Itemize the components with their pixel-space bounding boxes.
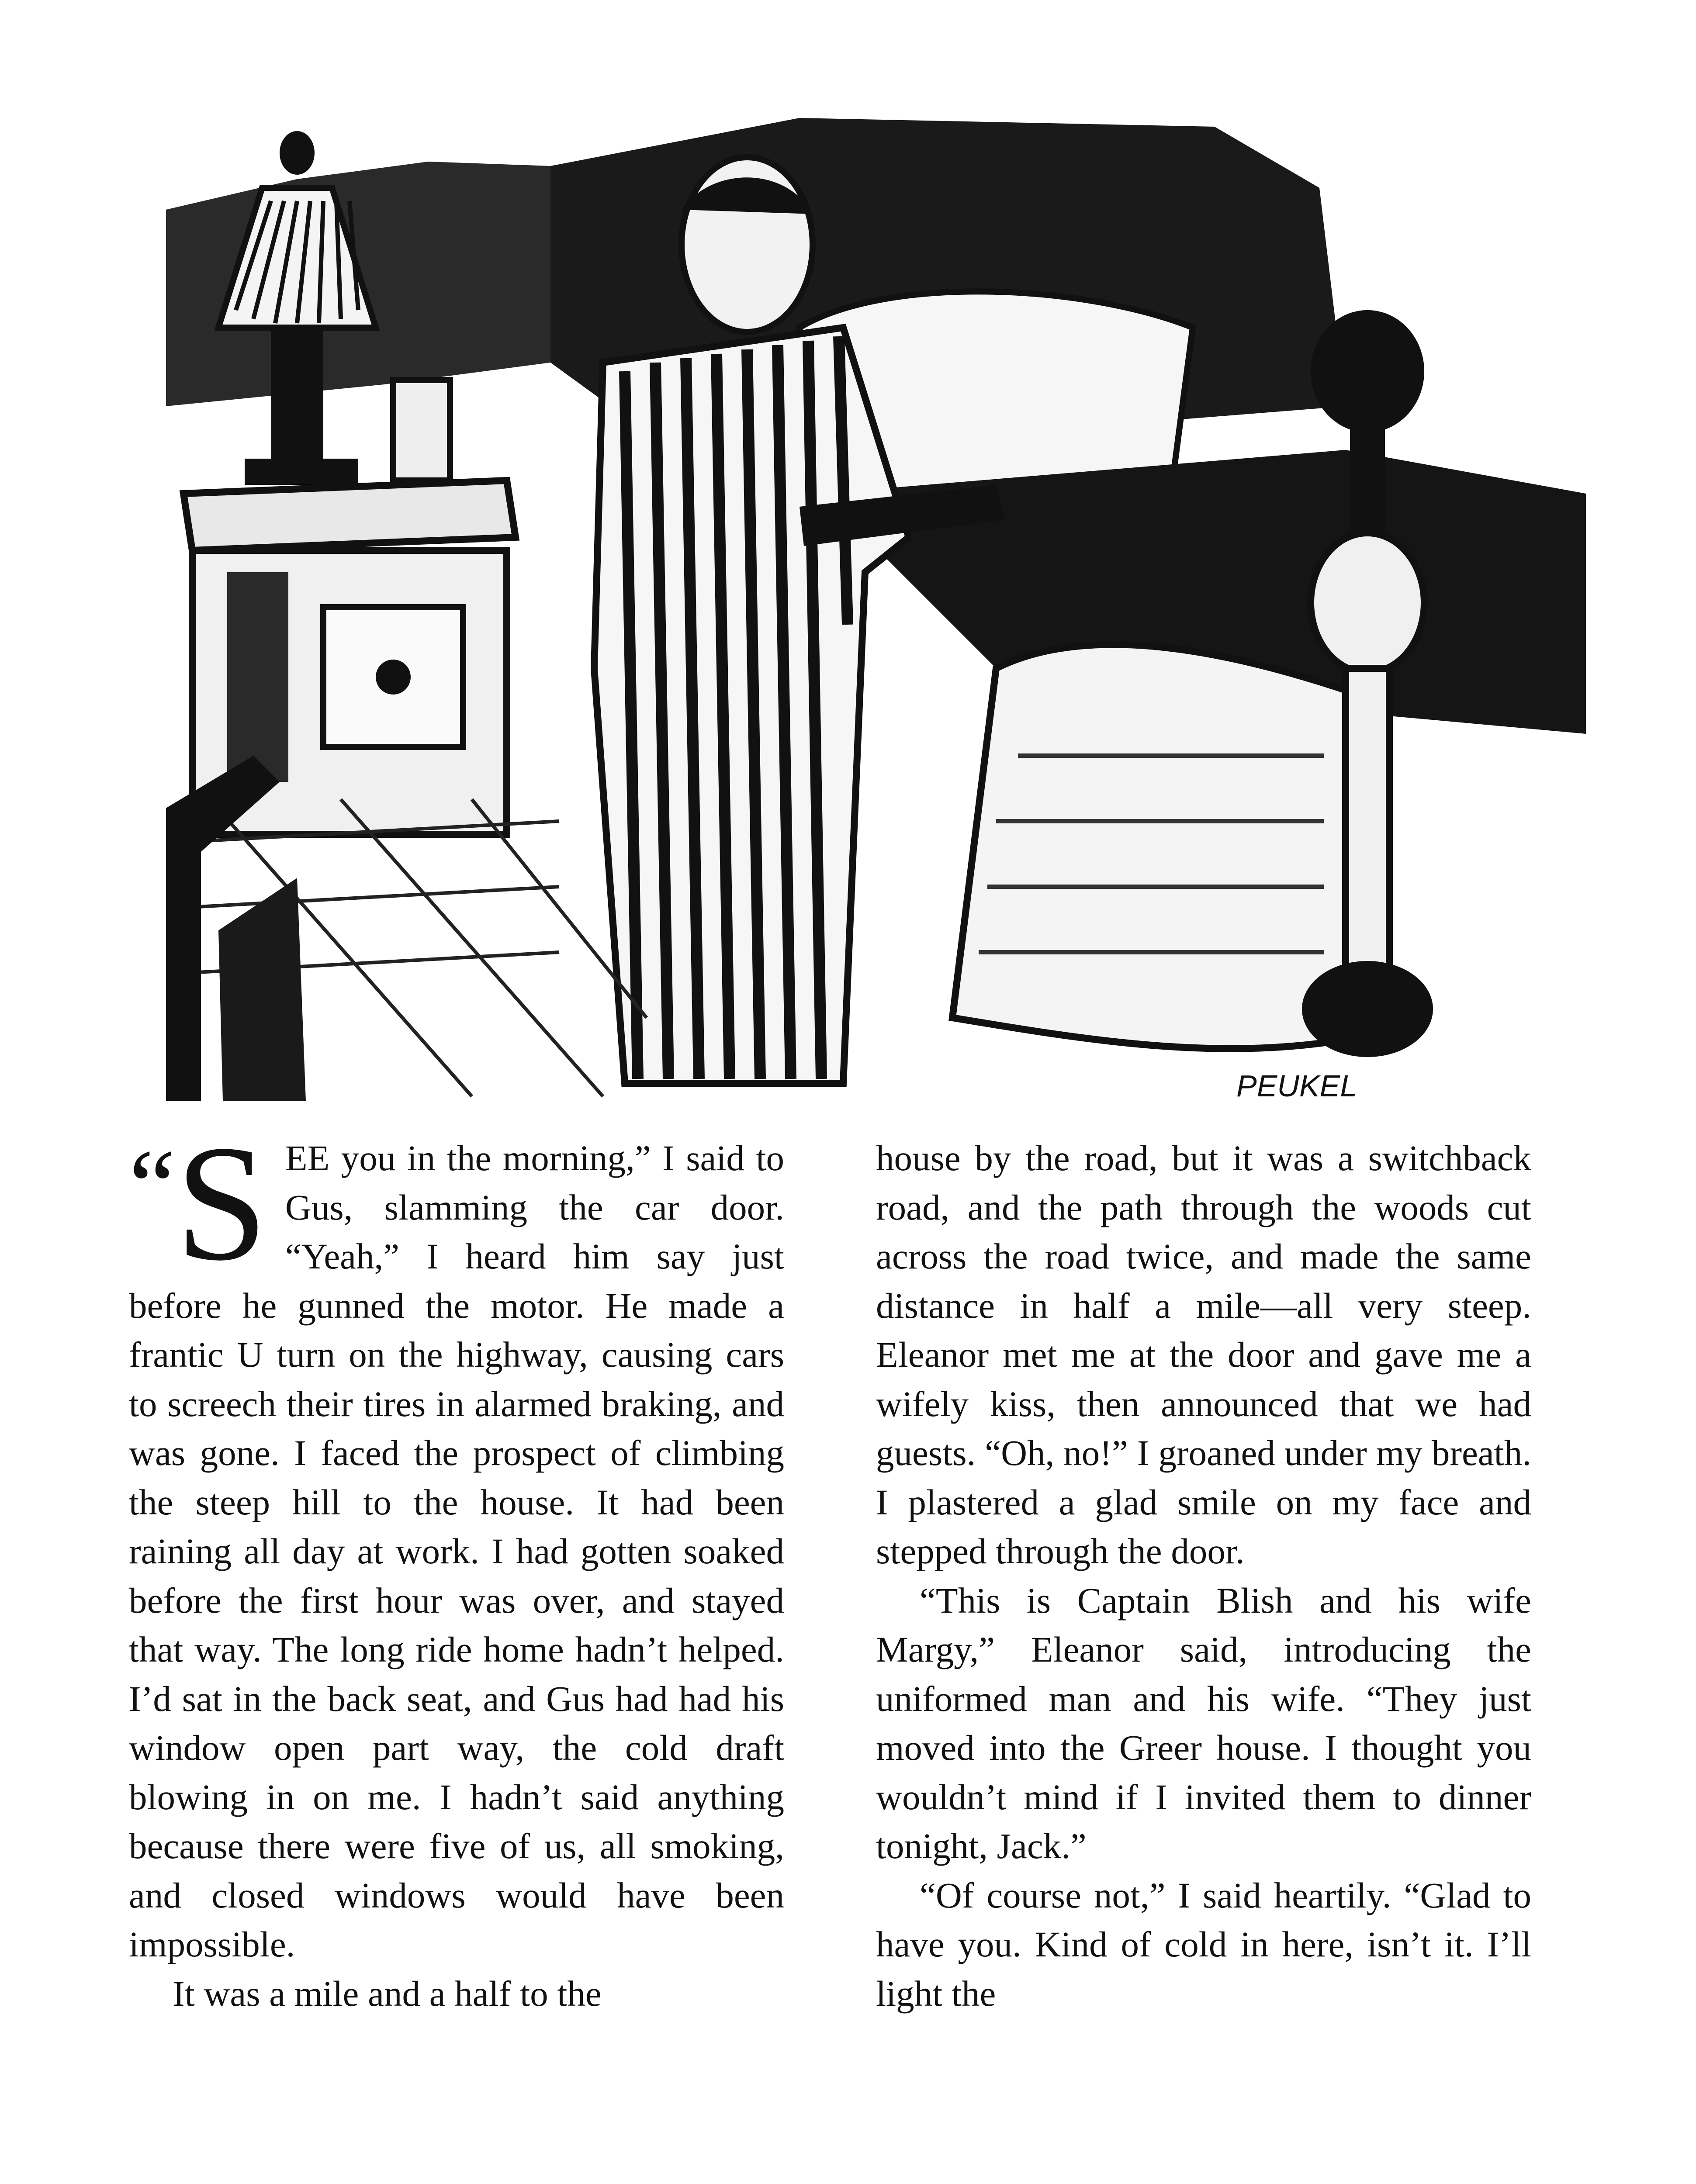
artist-signature: PEUKEL [1236,1069,1357,1101]
paragraph: “Of course not,” I said heartily. “Glad to have you. Kind of cold in here, isn’t it. I’ll light the [876,1875,1531,2014]
right-column [876,1133,1531,2018]
drop-cap-quote: “ [129,1128,176,1244]
left-column [129,1111,784,2018]
opening-paragraph [129,1111,784,1969]
paragraph: “This is Captain Blish and his wife Margy,” Eleanor said, introducing the uniformed man and his wife. “They just moved into the Greer house. I thought you wouldn’t mind if I invited them to dinner tonight, Jack.” [876,1580,1531,1866]
bedroom-scene-illustration [166,100,1586,1101]
paragraph: house by the road, but it was a switchback road, and the path through the woods cut across the road twice, and made the same distance in half a mile—all very steep. Eleanor met me at the door and gave me a wifely kiss, then announced that we had guests. “Oh, no!” I groaned under my breath. I plastered a glad smile on my face and stepped through the door. [876,1138,1531,1571]
paragraph: It was a mile and a half to the [173,1973,602,2014]
drop-cap [129,1111,268,1295]
drop-cap-letter: S [175,1111,268,1295]
paragraph-text: EE you in the morning,” I said to Gus, slamming the car door. “Yeah,” I heard him say just before he gunned the motor. He made a frantic U turn on the highway, causing cars to screech their tires in alarmed braking, and was gone. I faced the prospect of climbing the steep hill to the house. It had been raining all day at work. I had gotten soaked before the first hour was over, and stayed that way. The long ride home hadn’t helped. I’d sat in the back seat, and Gus had had his window open part way, the cold draft blowing in on me. I hadn’t said anything because there were five of us, all smoking, and closed windows would have been impossible. [129,1138,784,1964]
